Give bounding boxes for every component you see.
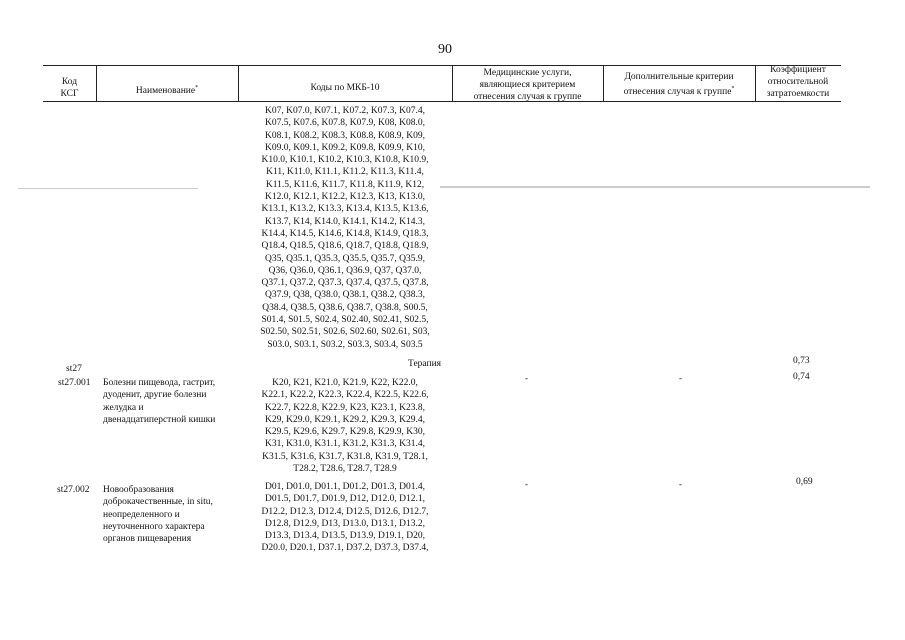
header-top-rule [43,65,841,66]
group-code: st27 [66,364,82,374]
header-services: Медицинские услуги, являющиеся критерием отнесения случая к группе [473,68,582,102]
scan-artifact [18,188,198,189]
row-mkb-codes: D01, D01.0, D01.1, D01.2, D01.3, D01.4, D01.5, D01.7, D01.9, D12, D12.0, D12.1, D12.2, D12.3, D12.4, D12.5, D12.6, D12.7, D12.8, D12.9, D13, D13.0, D13.1, D13.2, D13.3, D13.4, D13.5, D13.9, D19.1, D20, D20.0, D20.1, D37.1, D37.2, D37.3, D37.4, [261,482,429,554]
row-mkb-codes: K20, K21, K21.0, K21.9, K22, K22.0, K22.1, K22.2, K22.3, K22.4, K22.5, K22.6, K22.7, K22.8, K22.9, K23, K23.1, K23.8, K29, K29.0, K29.1, K29.2, K29.3, K29.4, K29.5, K29.6, K29.7, K29.8, K29.9, K30, K31, K31.0, K31.1, K31.2, K31.3, K31.4, K31.5, K31.6, K31.7, K31.8, K31.9, T28.1, T28.2, T28.6, T28.7, T28.9 [261,378,429,475]
group-coef: 0,73 [793,356,810,366]
row-name: Новообразования доброкачественные, in situ, неопределенного и неуточненного характера органов пищеварения [103,485,213,545]
row-extra-criteria: - [679,373,682,383]
row-extra-criteria: - [679,479,682,489]
header-coef: Коэффициент относительной затратоемкости [766,65,830,99]
header-extra: Дополнительные критерии отнесения случая к группе* [623,72,735,98]
row-code: st27.002 [57,485,90,495]
scan-artifact [440,186,870,188]
row-services: - [525,479,528,489]
header-name: Наименование* [135,85,199,97]
row-code: st27.001 [58,378,91,388]
row-coef: 0,74 [793,372,810,382]
page-number: 90 [438,42,452,57]
row-coef: 0,69 [796,477,813,487]
header-mkb: Коды по МКБ-10 [310,83,380,93]
row-name: Болезни пищевода, гастрит, дуоденит, другие болезни желудка и двенадцатиперстной кишки [103,378,216,425]
header-bottom-rule [43,101,841,102]
mkb-codes-continued: K07, K07.0, K07.1, K07.2, K07.3, K07.4, K07.5, K07.6, K07.8, K07.9, K08, K08.0, K08.1, K08.2, K08.3, K08.8, K08.9, K09, K09.0, K09.1, K09.2, K09.8, K09.9, K10, K10.0, K10.1, K10.2, K10.3, K10.8, K10.9, K11, K11.0, K11.1, K11.2, K11.3, K11.4, K11.5, K11.6, K11.7, K11.8, K11.9, K12, K12.0, K12.1, K12.2, K12.3, K13, K13.0, K13.1, K13.2, K13.3, K13.4, K13.5, K13.6, K13.7, K14, K14.0, K14.1, K14.2, K14.3, K14.4, K14.5, K14.6, K14.8, K14.9, Q18.3, Q18.4, Q18.5, Q18.6, Q18.7, Q18.8, Q18.9, Q35, Q35.1, Q35.3, Q35.5, Q35.7, Q35.9, Q36, Q36.0, Q36.1, Q36.9, Q37, Q37.0, Q37.1, Q37.2, Q37.3, Q37.4, Q37.5, Q37.8, Q37.9, Q38, Q38.0, Q38.1, Q38.2, Q38.3, Q38.4, Q38.5, Q38.6, Q38.7, Q38.8, S00.5, S01.4, S01.5, S02.4, S02.40, S02.41, S02.5, S02.50, S02.51, S02.6, S02.60, S02.61, S03, S03.0, S03.1, S03.2, S03.3, S03.4, S03.5 [260,106,430,350]
header-code: Код КСГ [60,77,79,99]
row-services: - [525,373,528,383]
group-name: Терапия [408,359,442,369]
